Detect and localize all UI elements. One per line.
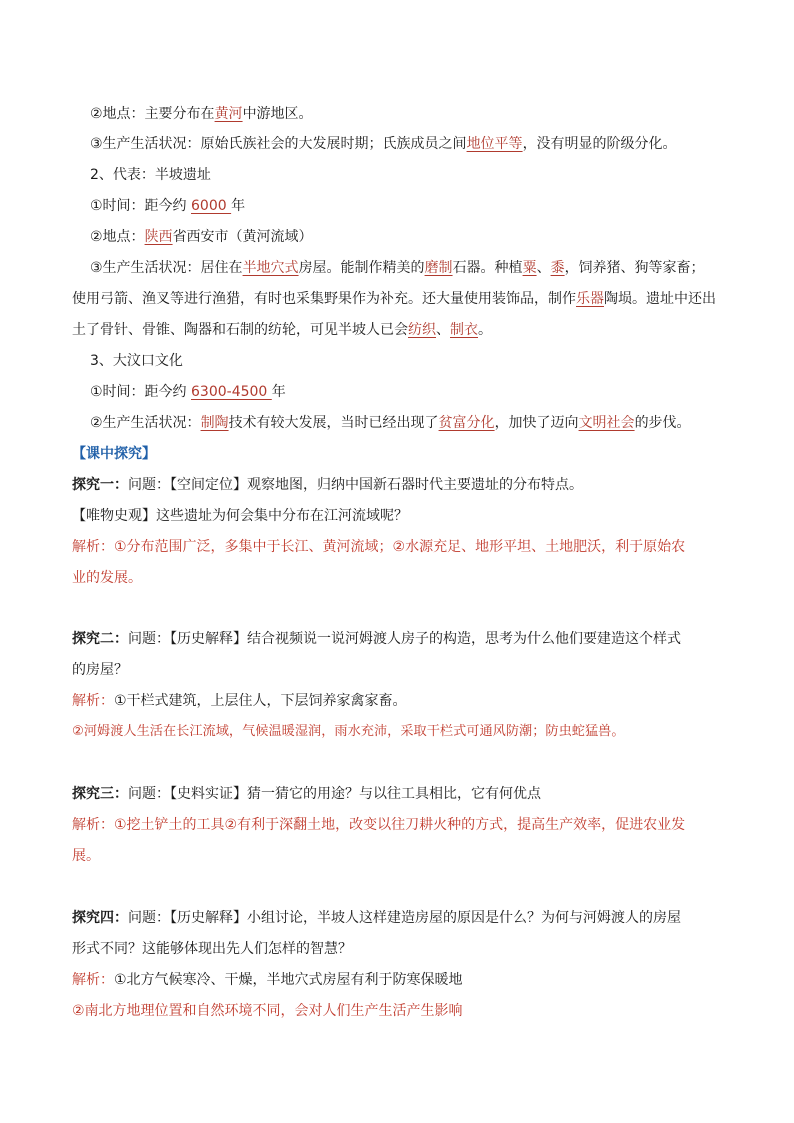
answer-text: ①干栏式建筑，上层住人，下层饲养家禽家畜。 <box>114 693 407 709</box>
dawenkou-heading: 3、大汶口文化 <box>90 353 183 369</box>
text-segment: ③生产生活状况：居住在 <box>90 260 243 276</box>
inquiry-label: 探究二： <box>72 631 128 647</box>
text-segment: ③生产生活状况：原始氏族社会的大发展时期；氏族成员之间 <box>90 136 467 152</box>
blank-answer: 黍 <box>550 260 565 276</box>
text-segment: ，加快了迈向 <box>494 415 579 431</box>
inquiry-label: 探究一： <box>72 477 128 493</box>
section-title: 【课中探究】 <box>72 446 156 462</box>
banpo-life-line3 <box>72 319 724 341</box>
inquiry-1-answer-line1: 解析：①分布范围广泛，多集中于长江、黄河流域；②水源充足、地形平坦、土地肥沃，利于原始农 <box>72 539 686 555</box>
inquiry-3-answer-line2: 展。 <box>72 848 100 864</box>
answer-text: ①北方气候寒冷、干燥，半地穴式房屋有利于防寒保暖地 <box>114 972 463 988</box>
yangshao-location <box>90 103 724 125</box>
blank-answer: 磨制 <box>424 260 453 276</box>
banpo-life-line2 <box>72 288 724 310</box>
text-segment: ①时间：距今约 <box>90 198 192 214</box>
text-segment: 、 <box>536 260 551 276</box>
inquiry-2-answer-line1 <box>72 690 724 712</box>
question-text: 问题：【历史解释】小组讨论，半坡人这样建造房屋的原因是什么？为何与河姆渡人的房屋 <box>128 910 681 926</box>
text-segment: 的步伐。 <box>634 415 691 431</box>
inquiry-1-question <box>72 474 724 496</box>
blank-answer: 地位平等 <box>466 136 523 152</box>
blank-answer: 6300-4500 <box>191 384 272 400</box>
text-segment: ①时间：距今约 <box>90 384 192 400</box>
text-segment: 年 <box>271 384 286 400</box>
inquiry-3-question <box>72 783 724 805</box>
text-segment: 房屋。能制作精美的 <box>298 260 425 276</box>
answer-label: 解析： <box>72 693 114 709</box>
answer-label: 解析： <box>72 972 114 988</box>
text-segment: 技术有较大发展，当时已经出现了 <box>228 415 439 431</box>
banpo-time <box>90 195 724 217</box>
text-segment: 省西安市（黄河流域） <box>172 229 313 245</box>
text-segment: 陶埙。遗址中还出 <box>604 291 716 307</box>
text-segment: 年 <box>231 198 246 214</box>
blank-answer: 黄河 <box>214 106 243 122</box>
text-segment: ②生产生活状况： <box>90 415 201 431</box>
yangshao-life <box>90 133 724 155</box>
dawenkou-time <box>90 381 724 403</box>
question-text: 问题：【空间定位】观察地图，归纳中国新石器时代主要遗址的分布特点。 <box>128 477 583 493</box>
blank-answer: 陕西 <box>144 229 173 245</box>
text-segment: 。 <box>478 322 492 338</box>
text-segment: ，没有明显的阶级分化。 <box>522 136 677 152</box>
question-text: 问题：【史料实证】猜一猜它的用途？与以往工具相比，它有何优点 <box>128 786 541 802</box>
inquiry-4-question-line2: 形式不同？这能够体现出先人们怎样的智慧？ <box>72 941 352 957</box>
text-segment: 石器。种植 <box>452 260 523 276</box>
inquiry-2-answer-line2: ②河姆渡人生活在长江流域，气候温暖湿润，雨水充沛，采取干栏式可通风防潮；防虫蛇猛兽。 <box>72 724 625 739</box>
blank-answer: 文明社会 <box>578 415 635 431</box>
text-segment: 使用弓箭、渔叉等进行渔猎，有时也采集野果作为补充。还大量使用装饰品，制作 <box>72 291 576 307</box>
blank-answer: 纺织 <box>408 322 436 338</box>
inquiry-3-answer-line1: 解析：①挖土铲土的工具②有利于深翻土地，改变以往刀耕火种的方式，提高生产效率，促进农业发 <box>72 817 686 833</box>
blank-answer: 制陶 <box>200 415 229 431</box>
inquiry-label: 探究三： <box>72 786 128 802</box>
blank-answer: 6000 <box>191 198 232 214</box>
question-text: 问题：【历史解释】结合视频说一说河姆渡人房子的构造，思考为什么他们要建造这个样式 <box>128 631 681 647</box>
blank-answer: 乐器 <box>576 291 604 307</box>
text-segment: ②地点： <box>90 229 145 245</box>
inquiry-1-subquestion: 【唯物史观】这些遗址为何会集中分布在江河流域呢？ <box>72 508 408 524</box>
banpo-life-line1 <box>90 257 724 279</box>
text-segment: ，饲养猪、狗等家畜； <box>564 260 705 276</box>
inquiry-label: 探究四： <box>72 910 128 926</box>
inquiry-2-question-line2: 的房屋？ <box>72 662 128 678</box>
banpo-place <box>90 226 724 248</box>
inquiry-4-answer-line2: ②南北方地理位置和自然环境不同，会对人们生产生活产生影响 <box>72 1003 463 1019</box>
inquiry-1-answer-line2: 业的发展。 <box>72 570 142 586</box>
representative-heading: 2、代表：半坡遗址 <box>90 167 211 183</box>
blank-answer: 粟 <box>522 260 537 276</box>
text-segment: 、 <box>436 322 450 338</box>
blank-answer: 制衣 <box>450 322 478 338</box>
inquiry-4-question-line1 <box>72 907 724 929</box>
inquiry-4-answer-line1 <box>72 969 724 991</box>
dawenkou-life <box>90 412 724 434</box>
text-segment: 土了骨针、骨锥、陶器和石制的纺轮，可见半坡人已会 <box>72 322 408 338</box>
blank-answer: 贫富分化 <box>438 415 495 431</box>
blank-answer: 半地穴式 <box>242 260 299 276</box>
text-segment: ②地点：主要分布在 <box>90 106 215 122</box>
text-segment: 中游地区。 <box>242 106 313 122</box>
inquiry-2-question-line1 <box>72 628 724 650</box>
